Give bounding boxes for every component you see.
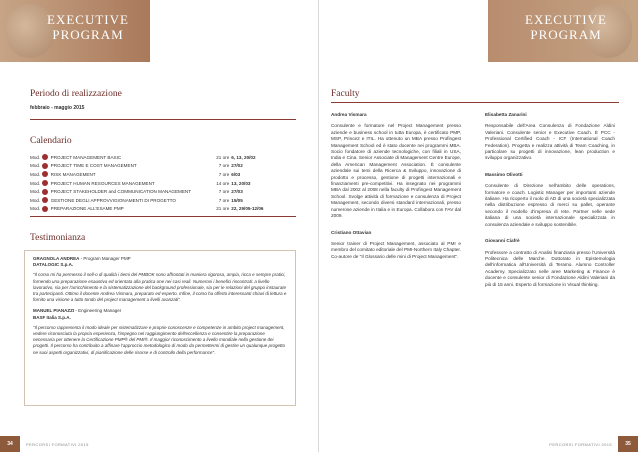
logo-line-2: PROGRAM [52,27,124,42]
module-badge [42,197,48,203]
module-hours: 7 ore [218,197,230,203]
calendar-table [30,153,296,213]
section-divider [331,102,619,103]
calendar-row [30,187,296,196]
module-badge [42,171,48,177]
calendar-row [30,162,296,171]
testimonial-company: BASF Italia S.p.A. [33,314,71,320]
calendar-row [30,153,296,162]
faculty-name: Elisabetta Zanarini [485,112,527,117]
faculty-name: Cristiano Ottavian [331,229,372,235]
module-badge [42,180,48,186]
page-number: 34 [0,436,20,452]
faculty-bio: Professore a contratto di Analisi finanziaria presso l'Università Politecnica delle Marche. Dottorato in Epistemologia dell'informatica all'Università di Teramo. Alumno Controller Academy. Specializzato nelle aree Marketing & Finance è docente e consulente senior di Fondazione Aldini Valeriani da più di 15 anni. Esperto di formazione in Visual thinking. [485,249,615,287]
faculty-column-1 [331,112,461,270]
faculty-bio: Senior trainer di Project Management, associato al PMI e membro del comitato editoriale del PMI-Northern Italy Chapter. Co-autore de "Il Glossario delle mini di Project Management". [331,240,462,259]
section-divider [30,119,296,120]
section-divider [30,216,296,217]
module-badge [42,206,48,212]
calendar-row [30,196,296,205]
testimonial-quote: "Il corso mi ha permesso il sell-o di qualità i tiemi del PMBOK sono affrontati in maniera rigorosa, ampia, ricca e sempre pratici, fornendo una preparazione esaustiva ed orientata alla pratica one nei casi reali. Numerosi i benefici riscontrati: a livello lavorativo, sia per l'arricchimento e la sistematizzazione del background professionale, sia per le relazioni del gruppo instaurate tra partecipanti. Ottimo il docente Andrea Vismara, preparato ed esperto. Infine, il corso ha offerto interessanti chiavi di lettura e fornito una visione a tutto tondo del project management a livelli avanzati". [33,272,287,303]
module-label: Mod. [30,206,41,212]
header-band [0,0,150,62]
module-days: 6/03 [231,171,241,177]
testimonial-company: DATALOGIC S.p.A. [33,262,74,268]
faculty-name: Giovanni Ciafrè [485,238,520,244]
logo-line-1: EXECUTIVE [525,12,607,27]
testimonial-1 [33,256,287,308]
calendar-row [30,179,296,188]
program-logo [38,12,138,42]
testimonial-author: MANUEL PIANAZZI [33,308,75,314]
module-name: RISK MANAGEMENT [50,171,96,177]
testimonial-box [24,250,296,406]
module-label: Mod. [30,189,41,195]
period-text: febbraio - maggio 2015 [30,105,85,111]
module-label: Mod. [30,197,41,203]
faculty-title: Faculty [331,89,360,99]
faculty-column-2 [485,112,615,298]
faculty-name: Andrea Vismara [331,112,367,117]
module-label: Mod. [30,163,41,169]
logo-line-1: EXECUTIVE [47,12,129,27]
period-title: Periodo di realizzazione [30,89,122,99]
program-logo [516,12,616,42]
module-name: PROJECT STAKEHOLDER and COMMUNICATION MANAGEMENT [50,189,192,195]
module-hours: 21 ore [216,154,230,160]
module-days: 27/02 [231,163,243,169]
module-badge [42,163,48,169]
footer-text: PERCORSI FORMATIVI 2015 [26,442,89,447]
testimonial-2 [33,308,287,355]
module-hours: 7 ore [218,189,230,195]
module-days: 15/05 [231,197,243,203]
faculty-name: Massimo Olivotti [485,171,523,177]
testimonial-role: - Engineering Manager [74,308,122,314]
calendar-title: Calendario [30,136,72,146]
module-label: Mod. [30,171,41,177]
faculty-bio: Consulente e formatore nel Project Management presso aziende e business school in tutta Europa, è certificato PMP, MSP, Prince2 e ITIL. Ha ottenuto un MBA presso Profingest Management School ed è stato docente nei programmi MBA. Socio fondatore di aziende tecnologiche, con filiali in USA, India e Cina. Senior Associate di Management Centre Europe, della American Management Association. È consulente aziendale sui temi della Ricerca & Sviluppo, innovazione di prodotto e processo, gestione di progetti internazionali e finanziamenti pre-competitivi. Ha insegnato nei programmi MBA dal 2002 al 2008 nella faculty di Profingest Management School. Svolge attività di formazione e consulenza di Project Management, secondo diversi standard internazionali, presso numerose aziende in Italia e in Europa. Collabora con FAV dal 2009. [331,123,461,219]
testimonial-quote: "Il percorso rappresenta il modo ideale per sistematizzare e proprie conoscenze e competenze in ambito project management, vedere riconosciuta la propria esperienza, l'impegno nel raggiungimento dell'eccellenza e consentire la preparazione necessaria per ottenere la Certificazione PMP® del PMI®. Il maggior riconoscimento a livello mondiale nella gestione dei progetti. Il percorso ha contribuito a affinare l'approccio metodologico di modo da permettermi di gestire un qualunque progetto ne suoi aspetti organizzativi, di pianificazione delle risorse e di controllo della performance". [33,324,286,355]
module-hours: 21 ore [216,206,230,212]
faculty-bio: Responsabile dell'Area Consulenza di Fondazione Aldini Valeriani. Consulente senior e Executive Coach. È PCC - Professional Certified Coach - ICF (International Coach Federation). Progetta e realizza attività di Team Coaching, in particolare su progetti di innovazione, lean production e sviluppo organizzativo. [485,123,615,161]
module-days: 6, 13, 20/02 [231,154,256,160]
testimonial-author: GRAGNOLA ANDREA [33,256,80,261]
testimonials-title: Testimonianza [30,233,86,243]
calendar-row [30,170,296,179]
module-label: Mod. [30,180,41,186]
module-hours: 7 ore [218,163,230,169]
left-footer [0,436,319,452]
right-page [319,0,638,452]
module-badge [42,189,48,195]
module-name: PROJECT TIME E COST MANAGEMENT [50,163,137,169]
module-hours: 7 ore [218,171,230,177]
module-hours: 14 ore [216,180,230,186]
module-name: PROJECT MANAGEMENT BASIC [50,154,122,160]
module-name: PROJECT HUMAN RESOURCES MANAGEMENT [50,180,155,186]
module-badge [42,154,48,160]
header-band [488,0,638,62]
module-days: 13, 20/03 [231,180,251,186]
footer-text: PERCORSI FORMATIVI 2015 [549,442,612,447]
module-name: PREPARAZIONE ALL'ESAME PMP [50,206,124,212]
testimonial-role: - Program Manager PMP [79,256,131,261]
right-footer [319,436,638,452]
module-days: 27/03 [231,189,243,195]
module-name: GESTIONE DEGLI APPROVVIGIONAMENTI DI PROGETTO [50,197,176,203]
calendar-row [30,205,296,214]
module-days: 22, 29/05-12/06 [231,206,264,212]
faculty-bio: Consulente di Direzione nell'ambito delle operations, formatore e coach. Logistic Manager per importanti aziende italiane. Ha ricoperto il ruolo di AD di una società specializzata nella distribuzione espresso di merci su pallet, operante secondo il modello d'impresa di rete. Partner nelle sede italiana di una società internazionale specializzata in consulenza aziendale e sviluppo sostenibile. [485,183,615,227]
module-label: Mod. [30,154,41,160]
logo-line-2: PROGRAM [530,27,602,42]
page-number: 35 [618,436,638,452]
